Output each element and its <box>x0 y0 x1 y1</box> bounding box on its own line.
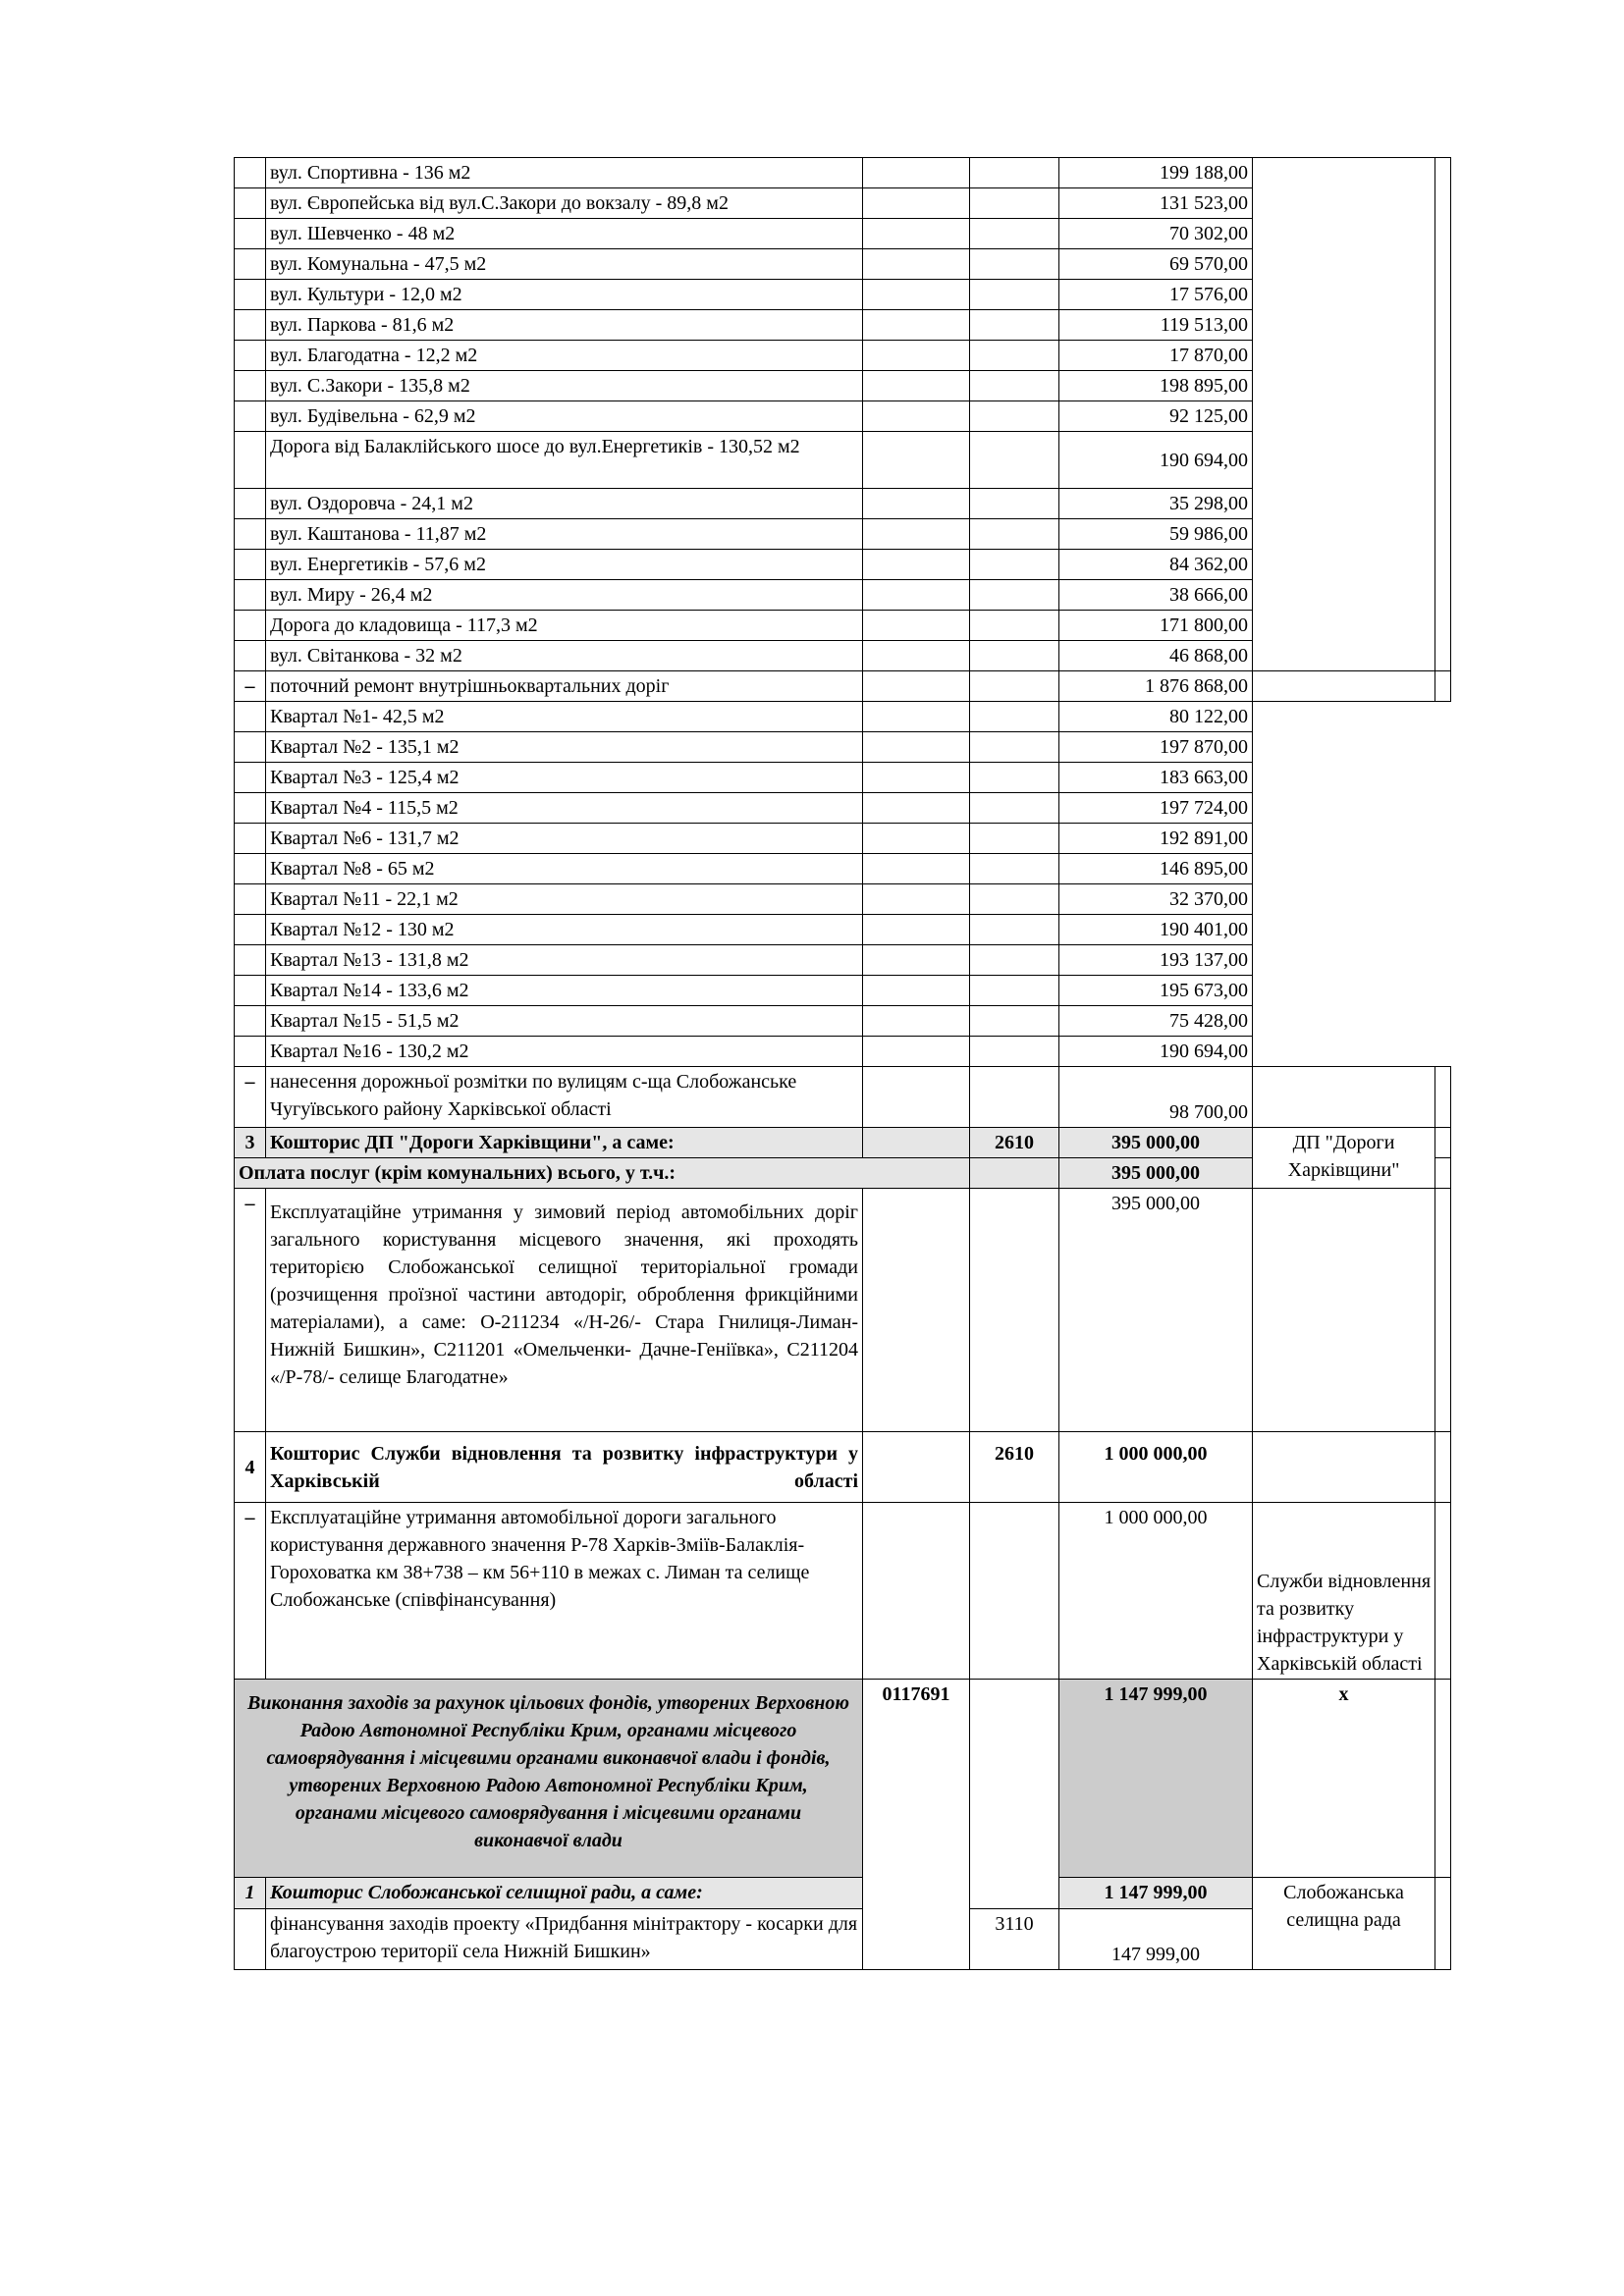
row-name: Квартал №4 - 115,5 м2 <box>266 793 863 824</box>
row-marker <box>235 158 266 188</box>
row-marker <box>235 1006 266 1037</box>
row-marker <box>235 188 266 219</box>
row-amount: 195 673,00 <box>1059 976 1253 1006</box>
section-number: 1 <box>235 1878 266 1909</box>
row-amount: 197 870,00 <box>1059 732 1253 763</box>
street-rows <box>235 158 1451 671</box>
line-item-row <box>235 915 1451 945</box>
row-marker <box>235 219 266 249</box>
line-item-row <box>235 1037 1451 1067</box>
section-amount: 395 000,00 <box>1059 1128 1253 1158</box>
row-name: Квартал №15 - 51,5 м2 <box>266 1006 863 1037</box>
row-amount: 92 125,00 <box>1059 401 1253 432</box>
row-amount: 98 700,00 <box>1059 1067 1253 1128</box>
section4-item-row <box>235 1503 1451 1680</box>
row-name: вул. Спортивна - 136 м2 <box>266 158 863 188</box>
row-marker <box>235 824 266 854</box>
section-number: 4 <box>235 1432 266 1503</box>
row-marker <box>235 1037 266 1067</box>
section-title: Кошторис Служби відновлення та розвитку інфраструктури у Харківській області <box>266 1432 863 1503</box>
row-amount: 119 513,00 <box>1059 310 1253 341</box>
row-name: вул. С.Закори - 135,8 м2 <box>266 371 863 401</box>
row-marker <box>235 732 266 763</box>
row-marker <box>235 280 266 310</box>
row-name: вул. Благодатна - 12,2 м2 <box>266 341 863 371</box>
line-item-row <box>235 824 1451 854</box>
row-marker: – <box>235 1189 266 1432</box>
row-marker <box>235 580 266 611</box>
section-code: 2610 <box>970 1432 1059 1503</box>
section-number: 3 <box>235 1128 266 1158</box>
section4-row <box>235 1432 1451 1503</box>
item-amount: 395 000,00 <box>1059 1189 1253 1432</box>
item-code: 3110 <box>970 1909 1059 1970</box>
item-text: Експлуатаційне утримання автомобільної дороги загального користування державного значення Р-78 Харків-Зміїв-Балаклія-Гороховатка км 38+738 – км 56+110 в межах с. Лиман та селище Слобожанське (співфінансування) <box>266 1503 863 1680</box>
row-marker <box>235 793 266 824</box>
row-name: вул. Каштанова - 11,87 м2 <box>266 519 863 550</box>
row-amount: 59 986,00 <box>1059 519 1253 550</box>
row-amount: 192 891,00 <box>1059 824 1253 854</box>
row-name: Квартал №2 - 135,1 м2 <box>266 732 863 763</box>
row-marker <box>235 432 266 489</box>
row-amount: 35 298,00 <box>1059 489 1253 519</box>
row-name: вул. Миру - 26,4 м2 <box>266 580 863 611</box>
line-item-row <box>235 976 1451 1006</box>
row-name: поточний ремонт внутрішньоквартальних доріг <box>266 671 863 702</box>
row-name: Квартал №3 - 125,4 м2 <box>266 763 863 793</box>
row-name: вул. Європейська від вул.С.Закори до вокзалу - 89,8 м2 <box>266 188 863 219</box>
item-text: Експлуатаційне утримання у зимовий період автомобільних доріг загального користування місцевого значення, які проходять територією Слобожанської селищної територіальної громади (розчищення проїзної частини автодоріг, оброблення фрикційними матеріалами), а саме: О-211234 «/Н-26/- Стара Гнилиця-Лиман-Нижній Бишкин», С211201 «Омельченки- Дачне-Геніївка», С211204 «/Р-78/- селище Благодатне» <box>266 1189 863 1432</box>
row-marker: – <box>235 1067 266 1128</box>
row-marker <box>235 763 266 793</box>
line-item-row <box>235 702 1451 732</box>
row-amount: 197 724,00 <box>1059 793 1253 824</box>
row-name: Дорога до кладовища - 117,3 м2 <box>266 611 863 641</box>
section-executor: ДП "Дороги Харківщини" <box>1253 1128 1435 1189</box>
program-code: 0117691 <box>863 1680 970 1970</box>
row-name: Квартал №1- 42,5 м2 <box>266 702 863 732</box>
row-name: Квартал №8 - 65 м2 <box>266 854 863 884</box>
row-marker <box>235 341 266 371</box>
row-amount: 183 663,00 <box>1059 763 1253 793</box>
line-item-row <box>235 945 1451 976</box>
row-name: вул. Енергетиків - 57,6 м2 <box>266 550 863 580</box>
line-item-row <box>235 793 1451 824</box>
row-amount: 46 868,00 <box>1059 641 1253 671</box>
marking-row <box>235 1067 1451 1128</box>
item-amount: 147 999,00 <box>1059 1909 1253 1970</box>
line-item-row <box>235 732 1451 763</box>
section3-row <box>235 1128 1451 1158</box>
line-item-row <box>235 158 1451 188</box>
row-marker <box>235 489 266 519</box>
rest-rows <box>235 1067 1451 1970</box>
row-name: вул. Паркова - 81,6 м2 <box>266 310 863 341</box>
row-name: Дорога від Балаклійського шосе до вул.Енергетиків - 130,52 м2 <box>266 432 863 489</box>
row-name: вул. Оздоровча - 24,1 м2 <box>266 489 863 519</box>
row-amount: 190 694,00 <box>1059 1037 1253 1067</box>
row-name: Квартал №13 - 131,8 м2 <box>266 945 863 976</box>
subtotal-amount: 395 000,00 <box>1059 1158 1253 1189</box>
item-amount: 1 000 000,00 <box>1059 1503 1253 1680</box>
row-marker <box>235 519 266 550</box>
budget-table-sheet <box>234 157 1450 1970</box>
row-amount: 38 666,00 <box>1059 580 1253 611</box>
row-marker <box>235 371 266 401</box>
section-code: 2610 <box>970 1128 1059 1158</box>
program-amount: 1 147 999,00 <box>1059 1680 1253 1878</box>
section1-row <box>235 1878 1451 1909</box>
row-amount: 84 362,00 <box>1059 550 1253 580</box>
row-marker <box>235 915 266 945</box>
program-executor: х <box>1253 1680 1435 1878</box>
row-name: Квартал №16 - 130,2 м2 <box>266 1037 863 1067</box>
main-rows <box>235 671 1451 702</box>
row-marker <box>235 945 266 976</box>
row-name: вул. Культури - 12,0 м2 <box>266 280 863 310</box>
row-amount: 190 401,00 <box>1059 915 1253 945</box>
row-name: вул. Світанкова - 32 м2 <box>266 641 863 671</box>
row-marker: – <box>235 1503 266 1680</box>
row-name: Квартал №14 - 133,6 м2 <box>266 976 863 1006</box>
row-name: Квартал №12 - 130 м2 <box>266 915 863 945</box>
internal-repair-row <box>235 671 1451 702</box>
row-amount: 171 800,00 <box>1059 611 1253 641</box>
row-marker <box>235 854 266 884</box>
row-marker <box>235 884 266 915</box>
row-amount: 199 188,00 <box>1059 158 1253 188</box>
line-item-row <box>235 854 1451 884</box>
quarter-rows <box>235 702 1451 1067</box>
item-executor: Служби відновлення та розвитку інфраструктури у Харківській області <box>1253 1503 1435 1680</box>
program-row <box>235 1680 1451 1878</box>
row-marker <box>235 550 266 580</box>
section-amount: 1 000 000,00 <box>1059 1432 1253 1503</box>
row-amount: 80 122,00 <box>1059 702 1253 732</box>
budget-table <box>234 157 1451 1970</box>
row-name: Квартал №11 - 22,1 м2 <box>266 884 863 915</box>
program-text: Виконання заходів за рахунок цільових фондів, утворених Верховною Радою Автономної Республіки Крим, органами місцевого самоврядування і місцевими органами виконавчої влади і фондів, утворених Верховною Радою Автономної Республіки Крим, органами місцевого самоврядування і місцевими органами виконавчої влади <box>235 1680 863 1878</box>
row-amount: 1 876 868,00 <box>1059 671 1253 702</box>
row-amount: 70 302,00 <box>1059 219 1253 249</box>
row-marker <box>235 976 266 1006</box>
row-amount: 17 576,00 <box>1059 280 1253 310</box>
section-title: Кошторис ДП "Дороги Харківщини", а саме: <box>266 1128 863 1158</box>
section-executor: Слобожанська селищна рада <box>1253 1878 1435 1970</box>
line-item-row <box>235 884 1451 915</box>
row-amount: 75 428,00 <box>1059 1006 1253 1037</box>
row-amount: 69 570,00 <box>1059 249 1253 280</box>
row-amount: 131 523,00 <box>1059 188 1253 219</box>
row-marker <box>235 249 266 280</box>
row-marker <box>235 641 266 671</box>
row-marker: – <box>235 671 266 702</box>
row-marker <box>235 702 266 732</box>
section3-item-row <box>235 1189 1451 1432</box>
section-title: Кошторис Слобожанської селищної ради, а саме: <box>266 1878 863 1909</box>
row-amount: 146 895,00 <box>1059 854 1253 884</box>
section-amount: 1 147 999,00 <box>1059 1878 1253 1909</box>
row-amount: 17 870,00 <box>1059 341 1253 371</box>
row-marker <box>235 401 266 432</box>
line-item-row <box>235 1006 1451 1037</box>
line-item-row <box>235 763 1451 793</box>
row-name: вул. Будівельна - 62,9 м2 <box>266 401 863 432</box>
row-amount: 198 895,00 <box>1059 371 1253 401</box>
row-amount: 190 694,00 <box>1059 432 1253 489</box>
row-name: нанесення дорожньої розмітки по вулицям с-ща Слобожанське Чугуївського району Харківської області <box>266 1067 863 1128</box>
row-amount: 193 137,00 <box>1059 945 1253 976</box>
row-name: Квартал №6 - 131,7 м2 <box>266 824 863 854</box>
subtotal-label: Оплата послуг (крім комунальних) всього, у т.ч.: <box>235 1158 970 1189</box>
row-amount: 32 370,00 <box>1059 884 1253 915</box>
row-marker <box>235 310 266 341</box>
row-name: вул. Комунальна - 47,5 м2 <box>266 249 863 280</box>
row-name: вул. Шевченко - 48 м2 <box>266 219 863 249</box>
item-text: фінансування заходів проекту «Придбання мінітрактору - косарки для благоустрою території села Нижній Бишкин» <box>266 1909 863 1970</box>
row-marker <box>235 611 266 641</box>
